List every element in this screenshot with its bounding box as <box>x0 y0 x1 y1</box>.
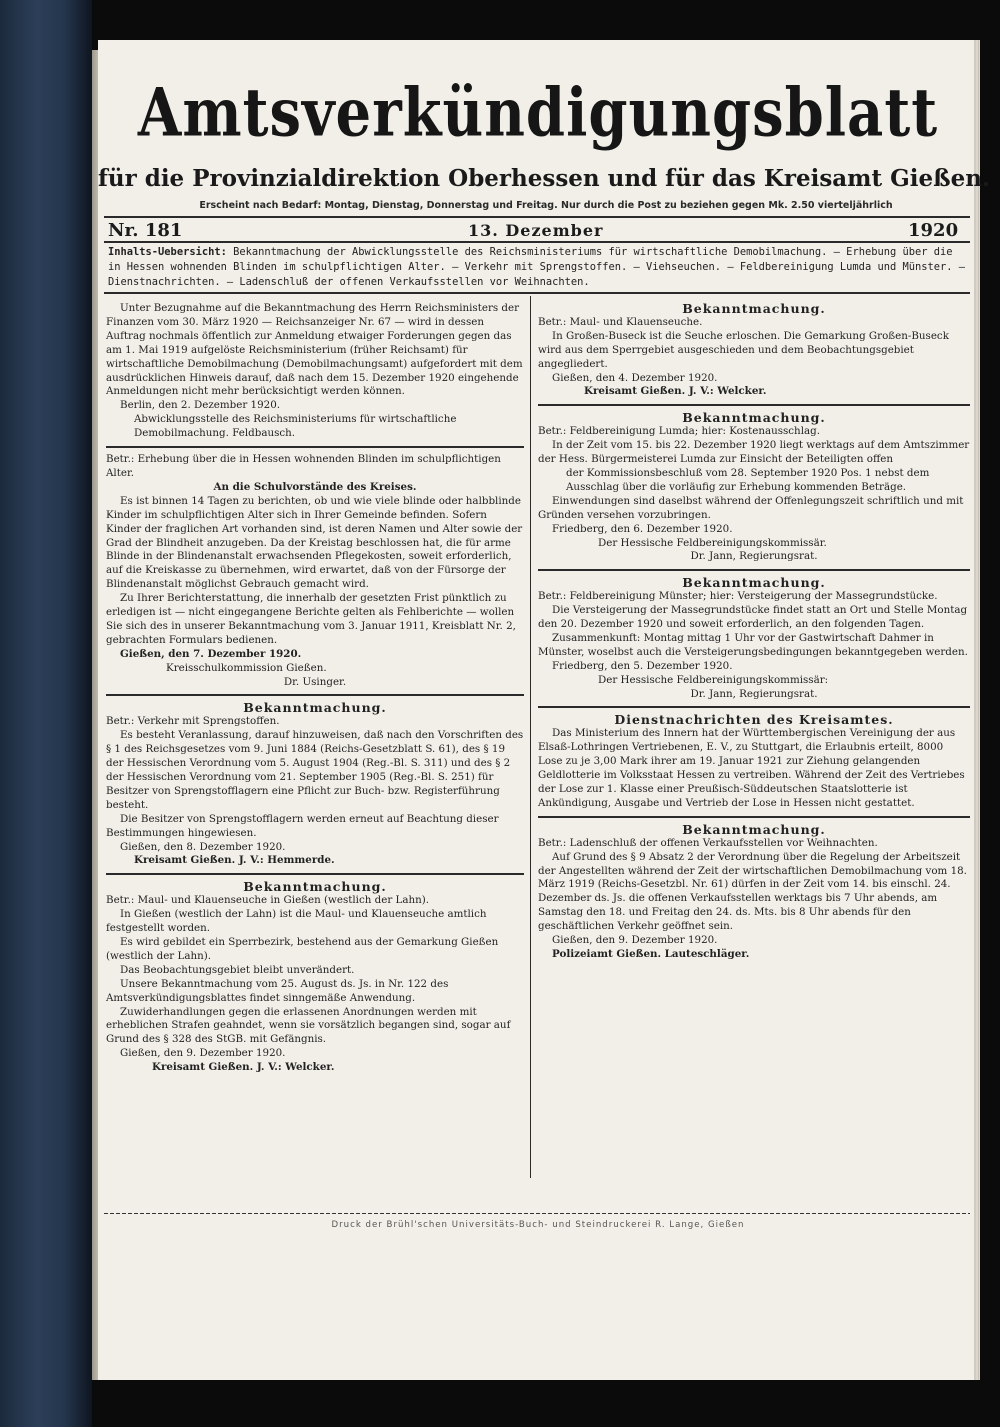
article-paragraph: Das Ministerium des Innern hat der Württembergischen Vereinigung der aus Elsaß-Lothringen Vertriebenen, E. V., zu Stuttgart, die Erlaubnis erteilt, 8000 Lose zu je 3,00 Mark ihrer am 19. Januar 1921 zur Ziehung gelangenden Geldlotterie im Volksstaat Hessen zu vertreiben. Während der Zeit des Vertriebes der Lose zur 1. Klasse einer Preußisch-Süddeutschen Staatslotterie ist Ankündigung, Ausgabe und Vertrieb der Lose in Hessen nicht gestattet. <box>538 727 965 809</box>
article-rule <box>538 569 970 571</box>
signature-name: Dr. Jann, Regierungsrat. <box>690 550 818 563</box>
article-paragraph: Auf Grund des § 9 Absatz 2 der Verordnung über die Regelung der Arbeitszeit der Angestellten während der Zeit der wirtschaftlichen Demobilmachung vom 18. März 1919 (Reichs-Gesetzbl. Nr. 61) dürfen in der Zeit vom 14. bis einschl. 24. Dezember ds. Js. die offenen Verkaufsstellen werktags bis 7 Uhr abends, am Samstag den 18. und Freitag den 24. ds. Mts. bis 8 Uhr abends für den geschäftlichen Verkehr geöffnet sein. <box>538 850 967 933</box>
toc-text: Bekanntmachung der Abwicklungsstelle des Reichsministeriums für wirtschaftliche Demobilmachung. – Erhebung über die in Hessen wohnenden Blinden im schulpflichtigen Alter. – Verkehr mit Sprengstoffen. – Viehseuchen. – Feldbereinigung Lumda und Münster. – Dienstnachrichten. – Ladenschluß der offenen Verkaufsstellen vor Weihnachten. <box>108 246 966 288</box>
article-paragraph: Es besteht Veranlassung, darauf hinzuweisen, daß nach den Vorschriften des § 1 des Reichsgesetzes vom 9. Juni 1884 (Reichs-Gesetzblatt S. 61), des § 19 der Hessischen Verordnung vom 5. August 1904 (Reg.-Bl. S. 311) und des § 2 der Hessischen Verordnung vom 21. September 1905 (Reg.-Bl. S. 251) für Besitzer von Sprengstofflagern eine Pflicht zur Buch- bzw. Registerführung besteht. <box>106 729 524 811</box>
signature-authority: Der Hessische Feldbereinigungskommissär. <box>598 536 827 549</box>
article-paragraph: Zuwiderhandlungen gegen die erlassenen Anordnungen werden mit erheblichen Strafen geahndet, wenn sie vorsätzlich begangen sind, sogar auf Grund des § 328 des StGB. mit Gefängnis. <box>106 1005 511 1046</box>
right-column <box>538 302 970 962</box>
masthead-title: Amtsverkündigungsblatt <box>137 74 939 152</box>
book-binding <box>0 0 92 1427</box>
article-heading: Bekanntmachung. <box>682 821 826 837</box>
article-paragraph: In Gießen (westlich der Lahn) ist die Maul- und Klauenseuche amtlich festgestellt worden. <box>106 908 487 935</box>
header-rule-bottom <box>104 241 970 243</box>
place-date: Gießen, den 4. Dezember 1920. <box>552 371 718 384</box>
publication-schedule: Erscheint nach Bedarf: Montag, Dienstag, Donnerstag und Freitag. Nur durch die Post zu beziehen gegen Mk. 2.50 vierteljährlich <box>199 200 893 211</box>
masthead-subtitle: für die Provinzialdirektion Oberhessen und für das Kreisamt Gießen. <box>98 165 991 192</box>
signature-name: Dr. Usinger. <box>283 675 347 688</box>
header-rule-top <box>104 216 970 218</box>
article-paragraph: Es wird gebildet ein Sperrbezirk, bestehend aus der Gemarkung Gießen (westlich der Lahn). <box>106 935 499 962</box>
signature-authority: Kreisschulkommission Gießen. <box>166 661 327 674</box>
place-date: Gießen, den 7. Dezember 1920. <box>120 647 302 660</box>
newspaper-page <box>98 40 991 1380</box>
toc-label: Inhalts-Uebersicht: <box>108 246 227 258</box>
article-paragraph: Die Besitzer von Sprengstofflagern werden erneut auf Beachtung dieser Bestimmungen hingewiesen. <box>106 812 499 839</box>
article-paragraph: Die Versteigerung der Massegrundstücke findet statt an Ort und Stelle Montag den 20. Dezember 1920 und soweit erforderlich, an den folgenden Tagen. <box>538 604 968 631</box>
toc-rule <box>104 292 970 294</box>
issue-number: Nr. 181 <box>108 220 183 241</box>
article-paragraph: In der Zeit vom 15. bis 22. Dezember 1920 liegt werktags auf dem Amtszimmer der Hess. Bürgermeisterei Lumda zur Einsicht der Beteiligten offen <box>538 439 970 466</box>
subject-line: Betr.: Erhebung über die in Hessen wohnenden Blinden im schulpflichtigen Alter. <box>106 453 501 479</box>
article-shop-closing <box>538 823 970 962</box>
subject-line: Betr.: Feldbereinigung Münster; hier: Versteigerung der Massegrundstücke. <box>538 590 938 603</box>
article-heading: An die Schulvorstände des Kreises. <box>213 480 417 493</box>
signature: Polizeiamt Gießen. Lauteschläger. <box>552 947 750 960</box>
signature-name: Dr. Jann, Regierungsrat. <box>690 687 818 700</box>
subject-line: Betr.: Maul- und Klauenseuche in Gießen (westlich der Lahn). <box>106 894 430 907</box>
footer-rule <box>104 1213 970 1214</box>
signature: Kreisamt Gießen. J. V.: Hemmerde. <box>134 854 335 867</box>
article-rule <box>538 816 970 818</box>
subject-line: Betr.: Maul- und Klauenseuche. <box>538 315 703 328</box>
article-heading: Bekanntmachung. <box>682 410 826 426</box>
article-paragraph: Unsere Bekanntmachung vom 25. August ds. Js. in Nr. 122 des Amtsverkündigungsblattes findet sinngemäße Anwendung. <box>106 977 449 1004</box>
article-paragraph: der Kommissionsbeschluß vom 28. September 1920 Pos. 1 nebst dem Ausschlag über die vorläufig zur Erhebung kommenden Beträge. <box>566 466 930 493</box>
article-heading: Dienstnachrichten des Kreisamtes. <box>614 712 894 728</box>
article-paragraph: Das Beobachtungsgebiet bleibt unverändert. <box>120 963 355 976</box>
article-rule <box>538 706 970 708</box>
place-date: Gießen, den 9. Dezember 1920. <box>552 934 718 947</box>
article-heading: Bekanntmachung. <box>243 879 387 895</box>
issue-year: 1920 <box>908 220 959 241</box>
signature: Kreisamt Gießen. J. V.: Welcker. <box>584 385 767 398</box>
article-heading: Bekanntmachung. <box>682 301 826 316</box>
article-lumda <box>538 411 970 564</box>
article-rule <box>106 446 524 448</box>
place-date: Berlin, den 2. Dezember 1920. <box>120 399 281 412</box>
article-muenster <box>538 576 970 701</box>
issue-date: 13. Dezember <box>468 221 604 240</box>
column-divider <box>530 296 531 1178</box>
article-heading: Bekanntmachung. <box>682 575 826 591</box>
signature-authority: Der Hessische Feldbereinigungskommissär: <box>598 673 829 686</box>
article-foot-and-mouth-buseck <box>538 302 970 399</box>
article-rule <box>106 873 524 875</box>
article-paragraph: Es ist binnen 14 Tagen zu berichten, ob und wie viele blinde oder halbblinde Kinder im schulpflichtigen Alter sich in Ihrer Gemeinde befinden. Sofern Kinder der fraglichen Art vorhanden sind, ist deren Namen und Alter sowie der Grad der Blindheit anzugeben. Da der Kreistag beschlossen hat, die für arme Blinde in der Blindenanstalt erwachsenden Pflegekosten, soweit erforderlich, auf die Kreiskasse zu übernehmen, wird erwartet, daß von der Fürsorge der Blindenanstalt möglichst Gebrauch gemacht wird. <box>106 494 523 591</box>
article-demobilization <box>106 302 524 441</box>
place-date: Gießen, den 9. Dezember 1920. <box>120 1047 286 1060</box>
subject-line: Betr.: Verkehr mit Sprengstoffen. <box>106 715 280 728</box>
article-body: Unter Bezugnahme auf die Bekanntmachung des Herrn Reichsministers der Finanzen vom 30. März 1920 — Reichsanzeiger Nr. 67 — wird in dessen Auftrag nochmals öffentlich zur Anmeldung etwaiger Forderungen gegen das am 1. Mai 1919 aufgelöste Reichsministerium (früher Reichsamt) für wirtschaftliche Demobilmachung (Demobilmachungsamt) aufgefordert mit dem ausdrücklichen Hinweis darauf, daß nach dem 15. Dezember 1920 eingehende Anmeldungen nicht mehr berücksichtigt werden können. <box>106 302 523 398</box>
subject-line: Betr.: Ladenschluß der offenen Verkaufsstellen vor Weihnachten. <box>538 836 878 849</box>
place-date: Friedberg, den 6. Dezember 1920. <box>552 522 733 535</box>
signature-name: Demobilmachung. Feldbausch. <box>134 427 296 440</box>
place-date: Friedberg, den 5. Dezember 1920. <box>552 659 733 672</box>
left-column <box>106 302 524 1075</box>
article-explosives <box>106 701 524 868</box>
article-paragraph: In Großen-Buseck ist die Seuche erloschen. Die Gemarkung Großen-Buseck wird aus dem Sperrgebiet ausgeschieden und dem Beobachtungsgebiet angegliedert. <box>538 329 949 370</box>
article-paragraph: Zu Ihrer Berichterstattung, die innerhalb der gesetzten Frist pünktlich zu erledigen ist — nicht eingegangene Berichte gelten als Fehlberichte — wollen Sie sich des in unserer Bekanntmachung vom 3. Januar 1911, Kreisblatt Nr. 2, gebrachten Formulars bedienen. <box>106 592 516 646</box>
article-service-news <box>538 713 970 810</box>
article-rule <box>106 694 524 696</box>
table-of-contents <box>108 245 968 290</box>
article-rule <box>538 404 970 406</box>
subject-line: Betr.: Feldbereinigung Lumda; hier: Kostenausschlag. <box>538 425 820 438</box>
article-foot-and-mouth-giessen <box>106 880 524 1075</box>
article-heading: Bekanntmachung. <box>243 700 387 716</box>
printer-imprint: Druck der Brühl'schen Universitäts-Buch- und Steindruckerei R. Lange, Gießen <box>331 1220 745 1230</box>
article-paragraph: Zusammenkunft: Montag mittag 1 Uhr vor der Gastwirtschaft Dahmer in Münster, woselbst auch die Versteigerungsbedingungen bekanntgegeben werden. <box>538 631 968 658</box>
article-blind-children <box>106 453 524 689</box>
article-paragraph: Einwendungen sind daselbst während der Offenlegungszeit schriftlich und mit Gründen versehen vorzubringen. <box>538 494 964 521</box>
place-date: Gießen, den 8. Dezember 1920. <box>120 840 286 853</box>
signature: Kreisamt Gießen. J. V.: Welcker. <box>152 1061 335 1074</box>
signature-authority: Abwicklungsstelle des Reichsministeriums für wirtschaftliche <box>134 413 457 426</box>
